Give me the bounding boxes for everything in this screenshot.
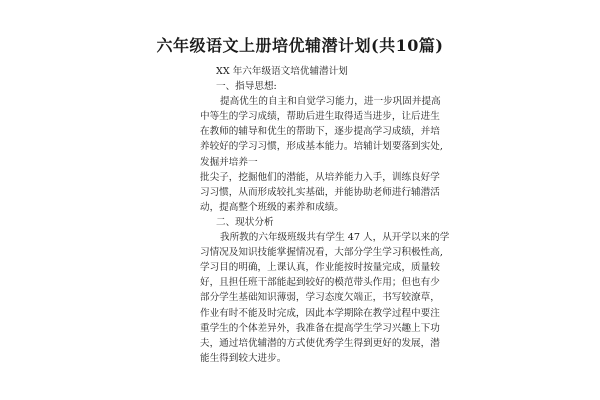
doc-line: 好，且担任班干部能起到较好的模范带头作用；但也有少 bbox=[200, 277, 440, 289]
doc-line: 在教师的辅导和优生的帮助下，逐步提高学习成绩，并培 bbox=[200, 126, 440, 138]
doc-line: 习情况及知识技能掌握情况看，大部分学生学习积极性高, bbox=[200, 247, 443, 259]
doc-line: 提高优生的自主和自觉学习能力，进一步巩固并提高 bbox=[220, 96, 441, 108]
doc-line: 部分学生基础知识薄弱，学习态度欠端正，书写较潦草， bbox=[200, 292, 440, 304]
doc-line: 能生得到较大进步。 bbox=[200, 352, 287, 364]
doc-line: 中等生的学习成绩，帮助后进生取得适当进步，让后进生 bbox=[200, 111, 440, 123]
doc-line: 习习惯，从而形成较扎实基础，并能协助老师进行辅潜活 bbox=[200, 186, 440, 198]
doc-line: 夫，通过培优辅潜的方式使优秀学生得到更好的发展，潜 bbox=[200, 337, 440, 349]
doc-line: 养较好的学习习惯，形成基本能力。培辅计划要落到实处, bbox=[200, 141, 443, 153]
doc-line-subtitle: XX 年六年级语文培优辅潜计划 bbox=[216, 66, 348, 77]
doc-line: 批尖子，挖掘他们的潜能，从培养能力入手，训练良好学 bbox=[200, 171, 440, 183]
doc-line: 发掘并培养一 bbox=[200, 156, 258, 168]
doc-line: 重学生的个体差异外，我准备在提高学生学习兴趣上下功 bbox=[200, 322, 440, 334]
doc-line: 我所教的六年级班级共有学生 47 人，从开学以来的学 bbox=[220, 232, 450, 244]
doc-line: 作业有时不能及时完成，因此本学期除在教学过程中要注 bbox=[200, 307, 440, 319]
doc-line: 学习目的明确，上课认真，作业能按时按量完成，质量较 bbox=[200, 262, 440, 274]
document-title: 六年级语文上册培优辅潜计划(共10篇) bbox=[156, 36, 444, 55]
document-body bbox=[200, 64, 450, 366]
doc-line-heading-1: 一、指导思想: bbox=[216, 81, 277, 93]
doc-line-heading-2: 二、现状分析 bbox=[216, 216, 274, 228]
doc-line: 动，提高整个班级的素养和成绩。 bbox=[200, 201, 344, 213]
